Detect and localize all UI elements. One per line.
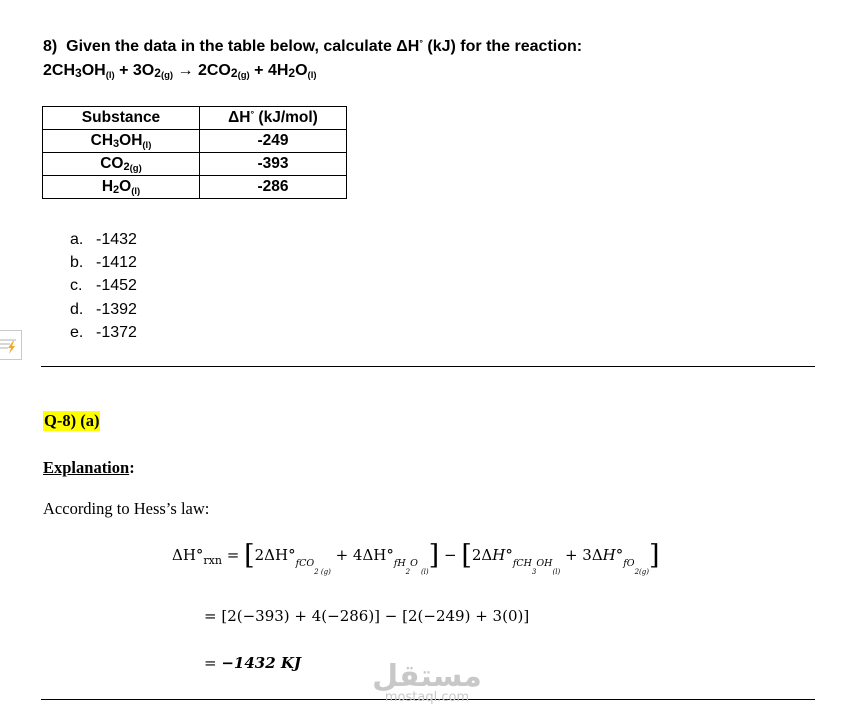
choice-c[interactable]: c. -1452 bbox=[70, 277, 137, 295]
section-divider bbox=[41, 366, 815, 367]
question-text: Given the data in the table below, calculate ΔH° (kJ) for the reaction: bbox=[66, 38, 583, 55]
table-cell-value: -393 bbox=[200, 153, 347, 176]
final-result: = −1432 KJ bbox=[204, 654, 302, 672]
explanation-heading: Explanation: bbox=[43, 458, 135, 477]
choice-b[interactable]: b. -1412 bbox=[70, 254, 137, 272]
comment-marker[interactable] bbox=[0, 330, 22, 360]
question-prompt bbox=[43, 38, 582, 56]
table-row bbox=[43, 130, 347, 153]
table-row bbox=[43, 176, 347, 199]
reaction-equation: $2CH_3OH_{(l)} + 3O_{2(g)} \to 2CO_{2(g)} + 4H_2O_{(l)}$ bbox=[43, 62, 317, 81]
choice-a[interactable]: a. -1432 bbox=[70, 231, 137, 248]
header-substance: Substance bbox=[43, 107, 200, 130]
table-cell-value: -286 bbox=[200, 176, 347, 199]
table-header-row bbox=[43, 107, 347, 130]
substance-ch3oh: $CH_3OH_{(l)}$ bbox=[43, 130, 200, 153]
mostaql-watermark: مستقل mostaql.com bbox=[372, 659, 482, 705]
answer-choices bbox=[70, 228, 137, 344]
hess-law-text: According to Hess’s law: bbox=[43, 499, 210, 518]
header-enthalpy: ΔH° (kJ/mol) bbox=[200, 107, 347, 130]
choice-e[interactable]: e. -1372 bbox=[70, 323, 137, 341]
lightning-note-icon bbox=[0, 331, 20, 359]
substitution-step: = [2(−393) + 4(−286)] − [2(−249) + 3(0)] bbox=[204, 607, 530, 625]
substance-co2: $CO_{2(g)}$ bbox=[43, 153, 200, 176]
choice-d[interactable]: d. -1392 bbox=[70, 300, 137, 318]
hess-equation: $\Delta H^\circ_{rxn} = [2\Delta H^\circ_{fCO_{2 (g)}} + 4\Delta H^\circ_{fH_2O _{(l)}}] - [2\Delta H^\circ_{fCH_3OH_{(l)}} + 3\Delta H^\circ_{fO_{2(g)}}]$ bbox=[172, 540, 660, 576]
table-cell-value: -249 bbox=[200, 130, 347, 153]
question-number: 8) bbox=[43, 38, 58, 55]
enthalpy-table bbox=[42, 106, 347, 199]
substance-h2o: $H_2O_{(l)}$ bbox=[43, 176, 200, 199]
table-row bbox=[43, 153, 347, 176]
answer-label: Q-8) (a) bbox=[44, 411, 100, 430]
